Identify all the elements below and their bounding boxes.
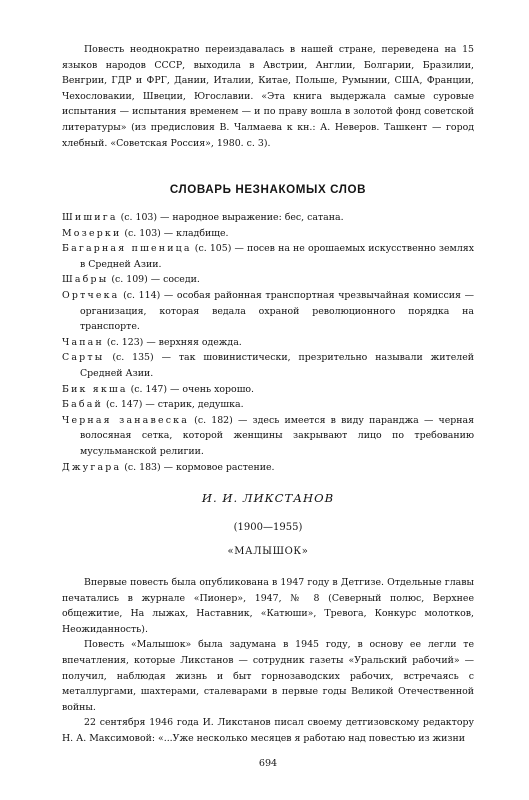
page-number: 694 xyxy=(258,758,278,769)
glossary-entry xyxy=(62,460,474,476)
intro-block xyxy=(62,42,474,151)
commentary-paragraph: 22 сентября 1946 года И. Ликстанов писал своему детгизовскому редактору Н. А. Максимовой: «...Уже несколько месяцев я работаю над повестью из жизни xyxy=(62,717,474,744)
glossary-definition: (с. 103) — кладбище. xyxy=(121,227,229,239)
glossary-entry xyxy=(62,272,474,288)
commentary-block xyxy=(62,575,474,747)
glossary-entry xyxy=(62,241,474,272)
glossary-definition: (с. 105) — посев на не орошаемых искусственно землях в Средней Азии. xyxy=(80,243,475,270)
commentary-paragraph: Впервые повесть была опубликована в 1947 году в Детгизе. Отдельные главы печатались в журнале «Пионер», 1947, № 8 (Северный полюс, Верхнее общежитие, На лыжах, Наставник, «Катюши», Тревога, Конкурс молотков, Неожиданность). xyxy=(62,577,474,635)
author-name: И. И. ЛИКСТАНОВ xyxy=(201,491,335,505)
glossary-term: Чапан xyxy=(62,336,104,348)
glossary-entry xyxy=(62,413,474,460)
glossary-list xyxy=(62,210,474,475)
glossary-entry xyxy=(62,397,474,413)
glossary-term: Шабры xyxy=(62,274,109,286)
glossary-term: Сарты xyxy=(62,352,105,364)
glossary-definition: (с. 147) — очень хорошо. xyxy=(127,383,255,395)
glossary-term: Шишига xyxy=(62,212,118,223)
glossary-entry xyxy=(62,288,474,335)
glossary-definition: (с. 182) — здесь имеется в виду паранджа — черная волосяная сетка, которой женщины закрывают лицо по требованию мусульманской религии. xyxy=(80,414,474,457)
glossary-definition: (с. 103) — народное выражение: бес, сатана. xyxy=(117,212,344,223)
commentary-paragraph: Повесть «Малышок» была задумана в 1945 году, в основу ее легли те впечатления, которые Ликстанов — сотрудник газеты «Уральский рабочий» — получил, наблюдая жизнь и быт горнозаводских рабочих, встречаясь с металлургами, шахтерами, сталеварами в первые годы Великой Отечественной войны. xyxy=(62,639,474,713)
glossary-entry xyxy=(62,335,474,351)
glossary-definition: (с. 114) — особая районная транспортная чрезвычайная комиссия — организация, которая ведала охраной революционного порядка на транспорте. xyxy=(80,289,474,333)
glossary-definition: (с. 123) — верхняя одежда. xyxy=(103,336,242,348)
intro-paragraph: Повесть неоднократно переиздавалась в нашей стране, переведена на 15 языков народов СССР, выходила в Австрии, Англии, Болгарии, Бразилии, Венгрии, ГДР и ФРГ, Дании, Италии, Китае, Польше, Румынии, США, Франции, Чехословакии, Швеции, Югославии. «Эта книга выдержала самые суровые испытания — испытания временем — и по праву вошла в золотой фонд советской литературы» (из предисловия В. Чалмаева к кн.: А. Неверов. Ташкент — город хлебный. «Советская Россия», 1980. с. 3). xyxy=(62,44,474,149)
work-title: «МАЛЫШОК» xyxy=(227,546,309,557)
glossary-definition: (с. 147) — старик, дедушка. xyxy=(102,399,244,411)
glossary-term: Ортчека xyxy=(62,289,120,301)
glossary-definition: (с. 109) — соседи. xyxy=(108,274,200,286)
glossary-term: Черная занавеска xyxy=(62,414,189,426)
glossary-heading: СЛОВАРЬ НЕЗНАКОМЫХ СЛОВ xyxy=(169,183,367,196)
glossary-term: Багарная пшеница xyxy=(62,243,192,255)
glossary-term: Мозерки xyxy=(62,227,122,239)
glossary-term: Джугара xyxy=(62,461,122,473)
glossary-definition: (с. 135) — так шовинистически, презрительно называли жителей Средней Азии. xyxy=(80,352,474,379)
glossary-entry xyxy=(62,226,474,242)
glossary-definition: (с. 183) — кормовое растение. xyxy=(121,461,275,473)
glossary-entry xyxy=(62,210,474,226)
glossary-entry xyxy=(62,350,474,381)
glossary-block xyxy=(62,210,474,475)
glossary-entry xyxy=(62,382,474,398)
glossary-term: Бабай xyxy=(62,399,103,411)
glossary-term: Бик якша xyxy=(62,383,128,395)
author-years: (1900—1955) xyxy=(233,522,303,533)
